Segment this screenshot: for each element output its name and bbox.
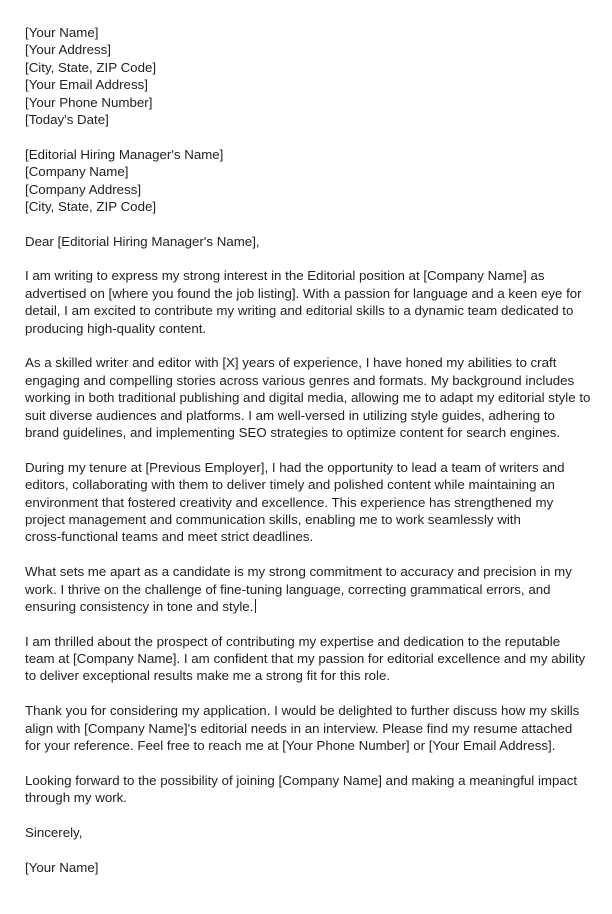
recipient-name: [Editorial Hiring Manager's Name] [25,146,224,162]
sender-block [25,24,595,128]
paragraph-line: Looking forward to the possibility of joining [Company Name] and making a meaningful impact [25,772,578,788]
closing: Sincerely, [25,824,83,840]
recipient-address: [Company Address] [25,181,142,197]
salutation: Dear [Editorial Hiring Manager's Name], [25,233,260,249]
paragraph-line: I am writing to express my strong interest in the Editorial position at [Company Name] as [25,268,545,284]
body-paragraph-3 [25,459,595,546]
paragraph-line: cross-functional teams and meet strict deadlines. [25,529,314,545]
body-paragraph-2 [25,354,595,441]
paragraph-line: During my tenure at [Previous Employer], I had the opportunity to lead a team of writers and [25,459,565,475]
body-paragraph-4 [25,563,595,615]
paragraph-line-text: ensuring consistency in tone and style. [25,598,254,614]
recipient-city-state-zip: [City, State, ZIP Code] [25,198,157,214]
paragraph-line: engaging and compelling stories across various genres and formats. My background includes [25,372,575,388]
paragraph-line: Thank you for considering my application. I would be delighted to further discuss how my skills [25,703,580,719]
body-paragraph-7 [25,772,595,807]
text-cursor [255,599,256,613]
paragraph-line: I am thrilled about the prospect of contributing my expertise and dedication to the reputable [25,633,561,649]
paragraph-line-with-caret [25,598,595,615]
body-paragraph-5 [25,633,595,685]
paragraph-line: work. I thrive on the challenge of fine-tuning language, correcting grammatical errors, and [25,581,551,597]
sender-email: [Your Email Address] [25,77,148,93]
paragraph-line: advertised on [where you found the job listing]. With a passion for language and a keen eye for [25,285,582,301]
body-paragraph-6 [25,702,595,754]
paragraph-line: brand guidelines, and implementing SEO strategies to optimize content for search engines. [25,424,561,440]
paragraph-line: producing high-quality content. [25,320,207,336]
body-paragraph-1 [25,267,595,337]
paragraph-line: suit diverse audiences and platforms. I am well-versed in utilizing style guides, adhering to [25,407,555,423]
paragraph-line: project management and communication skills, enabling me to work seamlessly with [25,511,521,527]
paragraph-line: for your reference. Feel free to reach me at [Your Phone Number] or [Your Email Address]. [25,738,556,754]
signature-name: [Your Name] [25,859,99,875]
sender-phone: [Your Phone Number] [25,94,153,110]
recipient-company: [Company Name] [25,164,129,180]
paragraph-line: working in both traditional publishing and digital media, allowing me to adapt my editorial style to [25,390,591,406]
sender-city-state-zip: [City, State, ZIP Code] [25,59,157,75]
recipient-block [25,146,595,216]
paragraph-line: editors, collaborating with them to deliver timely and polished content while maintaining an [25,477,555,493]
letter-document[interactable] [25,24,595,876]
paragraph-line: to deliver exceptional results make me a strong fit for this role. [25,668,391,684]
paragraph-line: As a skilled writer and editor with [X] years of experience, I have honed my abilities to craft [25,355,557,371]
letter-date: [Today's Date] [25,111,109,127]
paragraph-line: through my work. [25,790,127,806]
paragraph-line: detail, I am excited to contribute my writing and editorial skills to a dynamic team dedicated to [25,303,574,319]
paragraph-line: team at [Company Name]. I am confident that my passion for editorial excellence and my ability [25,651,586,667]
sender-address: [Your Address] [25,42,111,58]
sender-name: [Your Name] [25,25,99,40]
paragraph-line: environment that fostered creativity and excellence. This experience has strengthened my [25,494,554,510]
paragraph-line: What sets me apart as a candidate is my strong commitment to accuracy and precision in my [25,564,572,580]
paragraph-line: align with [Company Name]'s editorial needs in an interview. Please find my resume attached [25,720,573,736]
